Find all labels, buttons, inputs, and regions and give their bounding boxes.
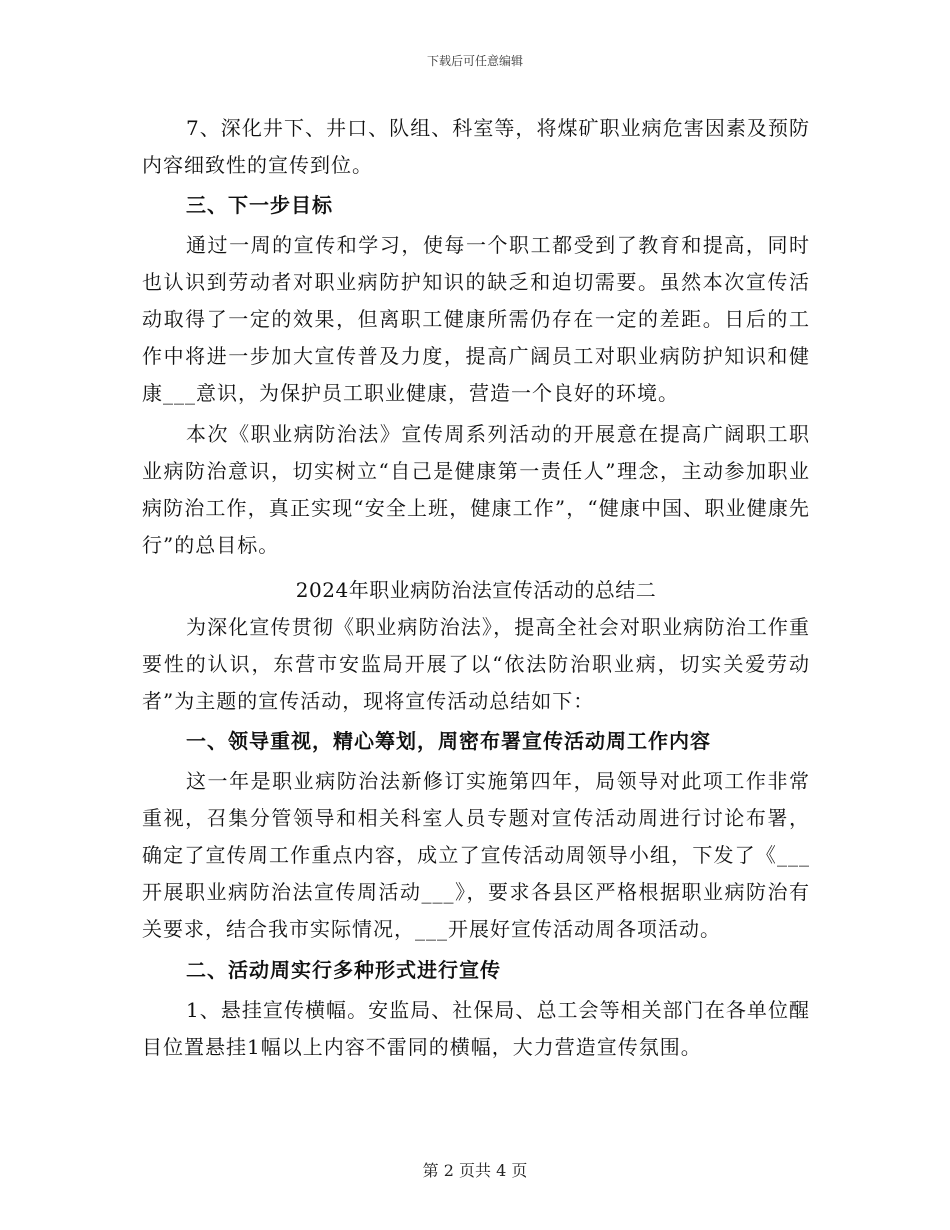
paragraph-item-7: 7、深化井下、井口、队组、科室等，将煤矿职业病危害因素及预防内容细致性的宣传到位。 <box>142 116 810 177</box>
section-heading-next-goals: 三、下一步目标 <box>186 193 333 217</box>
document-title-part-two: 2024年职业病防治法宣传活动的总结二 <box>295 578 657 602</box>
paragraph-intro: 为深化宣传贯彻《职业病防治法》，提高全社会对职业病防治工作重要性的认识，东营市安监局开展了以“依法防治职业病，切实关爱劳动者”为主题的宣传活动，现将宣传活动总结如下： <box>142 615 810 713</box>
paragraph-banners: 1、悬挂宣传横幅。安监局、社保局、总工会等相关部门在各单位醒目位置悬挂1幅以上内容不雷同的横幅，大力营造宣传氛围。 <box>142 998 810 1059</box>
page-number: 第 2 页共 4 页 <box>422 1161 528 1180</box>
paragraph-summary: 本次《职业病防治法》宣传周系列活动的开展意在提高广阔职工职业病防治意识，切实树立“自己是健康第一责任人”理念，主动参加职业病防治工作，真正实现“安全上班，健康工作”，“健康中国、职业健康先行”的总目标。 <box>142 422 810 557</box>
document-body <box>142 110 810 1066</box>
page-header: 下载后可任意编辑 <box>426 54 523 68</box>
section-heading-activities: 二、活动周实行多种形式进行宣传 <box>186 958 501 982</box>
section-heading-leadership: 一、领导重视，精心筹划，周密布署宣传活动周工作内容 <box>186 729 711 753</box>
paragraph-next-goals: 通过一周的宣传和学习，使每一个职工都受到了教育和提高，同时也认识到劳动者对职业病防护知识的缺乏和迫切需要。虽然本次宣传活动取得了一定的效果，但离职工健康所需仍存在一定的差距。日后的工作中将进一步加大宣传普及力度，提高广阔员工对职业病防护知识和健康___意识，为保护员工职业健康，营造一个良好的环境。 <box>142 233 810 405</box>
paragraph-leadership: 这一年是职业病防治法新修订实施第四年，局领导对此项工作非常重视，召集分管领导和相关科室人员专题对宣传活动周进行讨论布署，确定了宣传周工作重点内容，成立了宣传活动周领导小组，下发了《___开展职业病防治法宣传周活动___》，要求各县区严格根据职业病防治有关要求，结合我市实际情况，___开展好宣传活动周各项活动。 <box>142 769 810 941</box>
